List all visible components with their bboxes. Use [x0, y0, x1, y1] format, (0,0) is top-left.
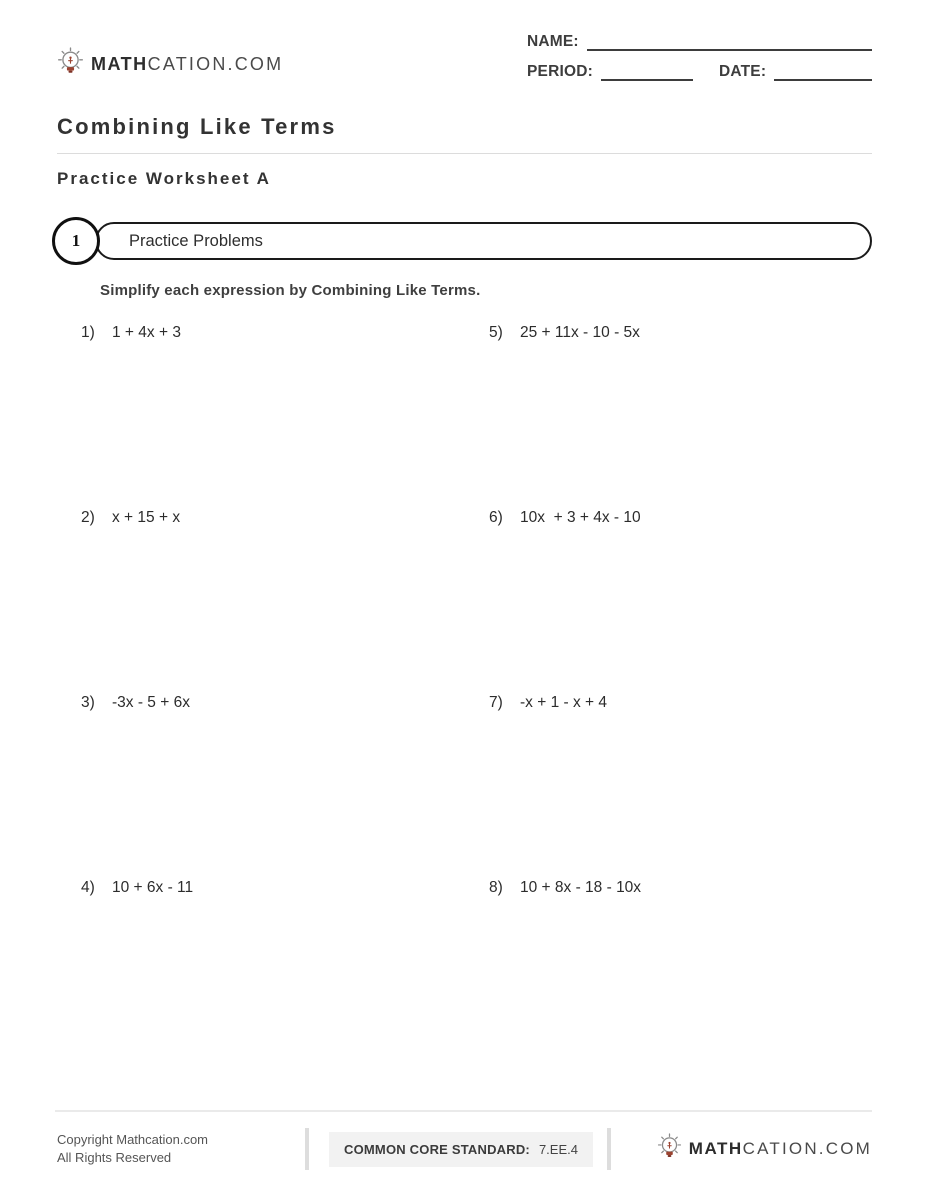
problem-item-2 [81, 509, 489, 694]
problem-number: 4) [81, 879, 95, 896]
problem-expression: 25 + 11x - 10 - 5x [520, 324, 640, 341]
problem-item-3 [81, 694, 489, 879]
footer-content [0, 1112, 927, 1200]
problem-expression: 10 + 8x - 18 - 10x [520, 879, 642, 896]
footer-vertical-divider-right [607, 1128, 611, 1170]
section-title-box [95, 222, 872, 260]
problem-number: 1) [81, 324, 95, 341]
name-label: NAME: [527, 33, 579, 50]
copyright-line-1: Copyright Mathcation.com [57, 1131, 209, 1147]
brand-logo [57, 46, 283, 82]
section-title: Practice Problems [129, 231, 263, 250]
problem-number: 2) [81, 509, 95, 526]
name-blank-line [587, 32, 872, 51]
footer-vertical-divider-left [305, 1128, 309, 1170]
problem-item-6 [489, 509, 872, 694]
problem-expression: 10x + 3 + 4x - 10 [520, 509, 641, 526]
problem-number: 7) [489, 694, 503, 711]
problem-number: 3) [81, 694, 95, 711]
problem-item-7 [489, 694, 872, 879]
problem-item-1 [81, 324, 489, 509]
period-label: PERIOD: [527, 63, 593, 80]
period-date-field-row [527, 62, 872, 81]
lightbulb-icon [57, 46, 84, 82]
student-fields [527, 32, 872, 81]
common-core-standard-value: 7.EE.4 [538, 1141, 578, 1157]
page-footer [0, 1110, 927, 1200]
title-divider [57, 153, 872, 154]
brand-name [689, 1139, 872, 1159]
period-blank-line [601, 62, 693, 81]
footer-brand-logo [657, 1132, 872, 1166]
common-core-standard-label: COMMON CORE STANDARD: [344, 1141, 530, 1157]
copyright-line-2: All Rights Reserved [57, 1150, 172, 1165]
problem-item-4 [81, 879, 489, 1064]
page-title: Combining Like Terms [57, 114, 337, 139]
problem-number: 6) [489, 509, 503, 526]
problem-item-5 [489, 324, 872, 509]
problem-expression: 1 + 4x + 3 [112, 324, 181, 341]
lightbulb-icon [657, 1132, 682, 1166]
problem-number: 8) [489, 879, 503, 896]
problem-item-8 [489, 879, 872, 1064]
problem-expression: x + 15 + x [112, 509, 181, 526]
common-core-standard-badge [329, 1132, 593, 1167]
date-label: DATE: [719, 63, 767, 80]
problem-expression: -x + 1 - x + 4 [520, 694, 608, 711]
brand-name-math: MATH [91, 53, 148, 74]
page-subtitle: Practice Worksheet A [57, 169, 271, 188]
brand-name-cation: CATION.COM [742, 1139, 872, 1158]
section-banner [52, 217, 872, 265]
section-number-badge [52, 217, 100, 265]
section-number: 1 [71, 231, 81, 250]
brand-name-math: MATH [688, 1139, 743, 1158]
brand-name-cation: CATION.COM [147, 53, 284, 74]
brand-name [91, 54, 283, 75]
problem-expression: 10 + 6x - 11 [112, 879, 194, 896]
copyright-notice [57, 1131, 305, 1167]
section-instruction: Simplify each expression by Combining Like Terms. [100, 282, 481, 299]
problem-expression: -3x - 5 + 6x [112, 694, 190, 711]
page-header [0, 0, 927, 82]
name-field-row [527, 32, 872, 51]
problem-number: 5) [489, 324, 503, 341]
date-blank-line [774, 62, 872, 81]
problems-grid [57, 324, 872, 1064]
